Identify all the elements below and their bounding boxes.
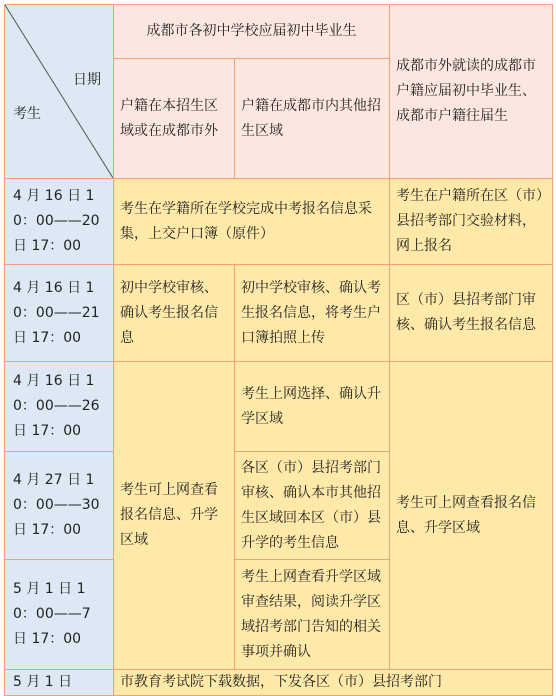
header-group-title: 成都市各初中学校应届初中毕业生 — [114, 5, 390, 59]
header-col-a: 户籍在本招生区域或在成都市外 — [114, 59, 235, 179]
table-row — [5, 179, 553, 265]
table-row — [5, 265, 553, 362]
merged-cell-c: 考生可上网查看报名信息、升学区域 — [390, 362, 553, 670]
row-date: 4 月 16 日 10：00——21 日 17：00 — [5, 265, 114, 362]
header-col-c: 成都市外就读的成都市户籍应届初中毕业生、成都市户籍往届生 — [390, 5, 553, 179]
row-cell-b: 各区（市）县招考部门审核、确认本市其他招生区域回本区（市）县升学的考生信息 — [235, 452, 390, 560]
header-candidate-label: 考生 — [13, 106, 41, 122]
row-cell-a: 初中学校审核、确认考生报名信息 — [114, 265, 235, 362]
schedule-table — [4, 4, 553, 696]
row-cell-ab: 考生在学籍所在学校完成中考报名信息采集，上交户口簿（原件） — [114, 179, 390, 265]
table-row — [5, 670, 553, 696]
table-row — [5, 362, 553, 452]
header-diagonal-cell — [5, 5, 114, 179]
row-cell-c: 区（市）县招考部门审核、确认考生报名信息 — [390, 265, 553, 362]
header-col-b: 户籍在成都市内其他招生区域 — [235, 59, 390, 179]
row-date: 4 月 16 日 10：00——26 日 17：00 — [5, 362, 114, 452]
row-date: 4 月 16 日 10：00——20 日 17：00 — [5, 179, 114, 265]
merged-cell-a: 考生可上网查看报名信息、升学区域 — [114, 362, 235, 670]
row-cell-b: 考生上网选择、确认升学区域 — [235, 362, 390, 452]
row-date: 4 月 27 日 10：00——30 日 17：00 — [5, 452, 114, 560]
header-date-label: 日期 — [73, 72, 101, 88]
row-cell-b: 初中学校审核、确认考生报名信息，将考生户口簿拍照上传 — [235, 265, 390, 362]
row-cell-all: 市教育考试院下载数据，下发各区（市）县招考部门 — [114, 670, 553, 696]
row-date: 5 月 1 日 — [5, 670, 114, 696]
row-cell-c: 考生在户籍所在区（市）县招考部门交验材料，网上报名 — [390, 179, 553, 265]
row-cell-b: 考生上网查看升学区域审查结果，阅读升学区域招考部门告知的相关事项并确认 — [235, 560, 390, 670]
row-date: 5 月 1 日 10：00——7 日 17：00 — [5, 560, 114, 670]
